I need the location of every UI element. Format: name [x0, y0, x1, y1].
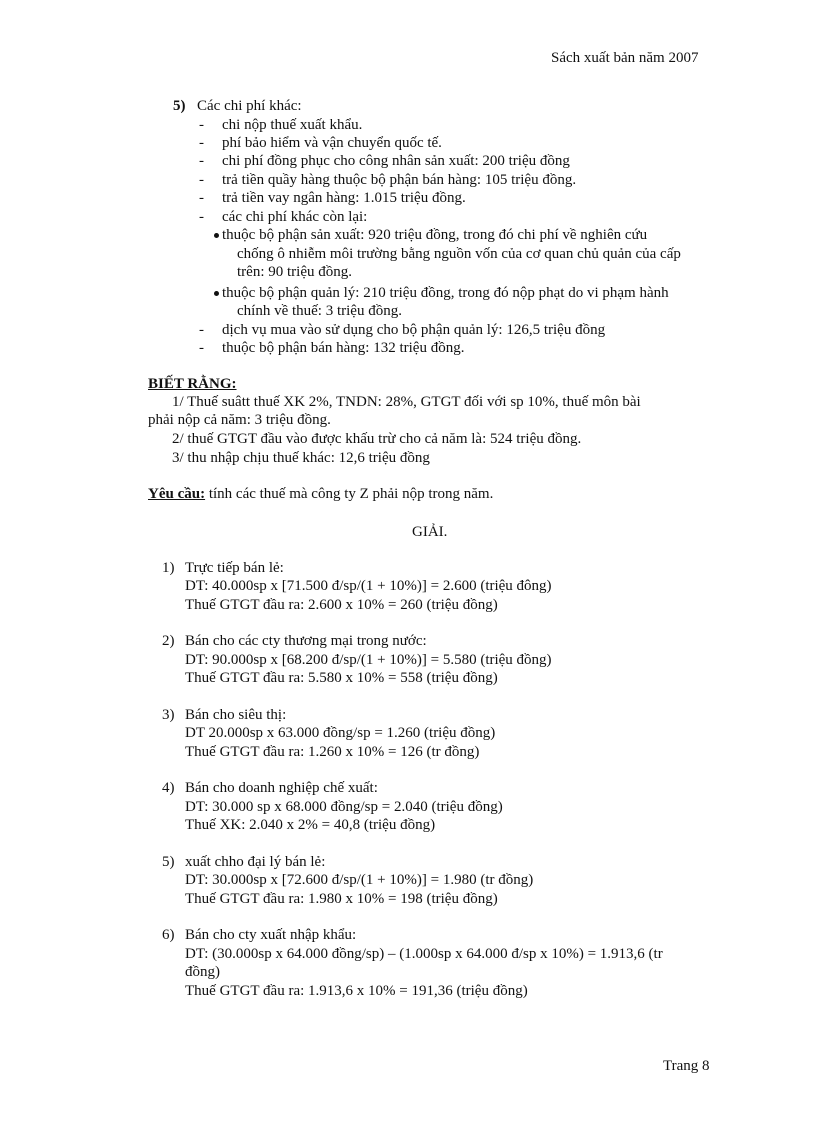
given-heading: BIẾT RẰNG: — [148, 376, 237, 392]
solution-line: DT: (30.000sp x 64.000 đồng/sp) – (1.000sp x 64.000 đ/sp x 10%) = 1.913,6 (tr — [185, 946, 663, 962]
sub-bullet-line: thuộc bộ phận sản xuất: 920 triệu đồng, trong đó chi phí về nghiên cứu — [222, 227, 648, 243]
solution-line: Thuế GTGT đầu ra: 1.260 x 10% = 126 (tr đồng) — [185, 744, 480, 760]
solution-line: Thuế GTGT đầu ra: 2.600 x 10% = 260 (triệu đồng) — [185, 597, 498, 613]
list-item: dịch vụ mua vào sử dụng cho bộ phận quản lý: 126,5 triệu đồng — [222, 322, 606, 338]
solution-line: đồng) — [185, 964, 220, 980]
solution-number: 1) — [162, 560, 175, 576]
section-number: 5) — [173, 98, 186, 114]
list-item: phí bảo hiểm và vận chuyển quốc tế. — [222, 135, 442, 151]
solution-line: DT: 90.000sp x [68.200 đ/sp/(1 + 10%)] = 5.580 (triệu đồng) — [185, 652, 552, 668]
solution-line: Bán cho doanh nghiệp chế xuất: — [185, 780, 378, 796]
given-line: 1/ Thuế suâtt thuế XK 2%, TNDN: 28%, GTGT đối với sp 10%, thuế môn bài — [172, 394, 641, 410]
solution-line: Thuế GTGT đầu ra: 1.980 x 10% = 198 (triệu đồng) — [185, 891, 498, 907]
solution-number: 4) — [162, 780, 175, 796]
list-item: các chi phí khác còn lại: — [222, 209, 368, 225]
page-header-title: Sách xuất bản năm 2007 — [551, 50, 699, 66]
list-item: chi nộp thuế xuất khẩu. — [222, 117, 363, 133]
list-item: trả tiền vay ngân hàng: 1.015 triệu đồng. — [222, 190, 466, 206]
dash: - — [199, 117, 204, 133]
solution-number: 2) — [162, 633, 175, 649]
requirement-text: tính các thuế mà công ty Z phải nộp trong năm. — [205, 486, 494, 502]
solution-number: 3) — [162, 707, 175, 723]
given-line: 2/ thuế GTGT đầu vào được khấu trừ cho cả năm là: 524 triệu đồng. — [172, 431, 582, 447]
dash: - — [199, 322, 204, 338]
solution-title: GIẢI. — [412, 524, 448, 540]
solution-number: 5) — [162, 854, 175, 870]
dash: - — [199, 153, 204, 169]
requirement-label: Yêu cầu: — [148, 486, 206, 502]
dash: - — [199, 172, 204, 188]
requirement — [148, 485, 493, 504]
given-line: 3/ thu nhập chịu thuế khác: 12,6 triệu đồng — [172, 450, 430, 466]
bullet-icon — [214, 291, 219, 296]
solution-line: Trực tiếp bán lẻ: — [185, 560, 284, 576]
given-line: phải nộp cả năm: 3 triệu đồng. — [148, 412, 331, 428]
solution-line: xuất chho đại lý bán lẻ: — [185, 854, 326, 870]
solution-line: Thuế XK: 2.040 x 2% = 40,8 (triệu đồng) — [185, 817, 436, 833]
dash: - — [199, 340, 204, 356]
page-number: Trang 8 — [663, 1058, 710, 1074]
list-item: chi phí đồng phục cho công nhân sản xuất: 200 triệu đồng — [222, 153, 570, 169]
solution-line: DT: 30.000 sp x 68.000 đồng/sp = 2.040 (triệu đồng) — [185, 799, 503, 815]
dash: - — [199, 135, 204, 151]
section-title: Các chi phí khác: — [197, 98, 302, 114]
list-item: thuộc bộ phận bán hàng: 132 triệu đồng. — [222, 340, 465, 356]
solution-line: DT: 30.000sp x [72.600 đ/sp/(1 + 10%)] = 1.980 (tr đồng) — [185, 872, 534, 888]
sub-bullet-line: trên: 90 triệu đồng. — [237, 264, 352, 280]
sub-bullet-line: thuộc bộ phận quản lý: 210 triệu đồng, trong đó nộp phạt do vi phạm hành — [222, 285, 669, 301]
solution-line: DT 20.000sp x 63.000 đồng/sp = 1.260 (triệu đồng) — [185, 725, 496, 741]
solution-line: Thuế GTGT đầu ra: 5.580 x 10% = 558 (triệu đồng) — [185, 670, 498, 686]
dash: - — [199, 190, 204, 206]
solution-line: DT: 40.000sp x [71.500 đ/sp/(1 + 10%)] = 2.600 (triệu đông) — [185, 578, 552, 594]
sub-bullet-line: chống ô nhiễm môi trường bằng nguồn vốn của cơ quan chủ quản của cấp — [237, 246, 681, 262]
bullet-icon — [214, 233, 219, 238]
dash: - — [199, 209, 204, 225]
list-item: trả tiền quầy hàng thuộc bộ phận bán hàng: 105 triệu đồng. — [222, 172, 577, 188]
solution-number: 6) — [162, 927, 175, 943]
solution-line: Bán cho cty xuất nhập khẩu: — [185, 927, 357, 943]
solution-line: Bán cho siêu thị: — [185, 707, 287, 723]
solution-line: Bán cho các cty thương mại trong nước: — [185, 633, 427, 649]
sub-bullet-line: chính về thuế: 3 triệu đồng. — [237, 303, 402, 319]
solution-line: Thuế GTGT đầu ra: 1.913,6 x 10% = 191,36 (triệu đồng) — [185, 983, 528, 999]
